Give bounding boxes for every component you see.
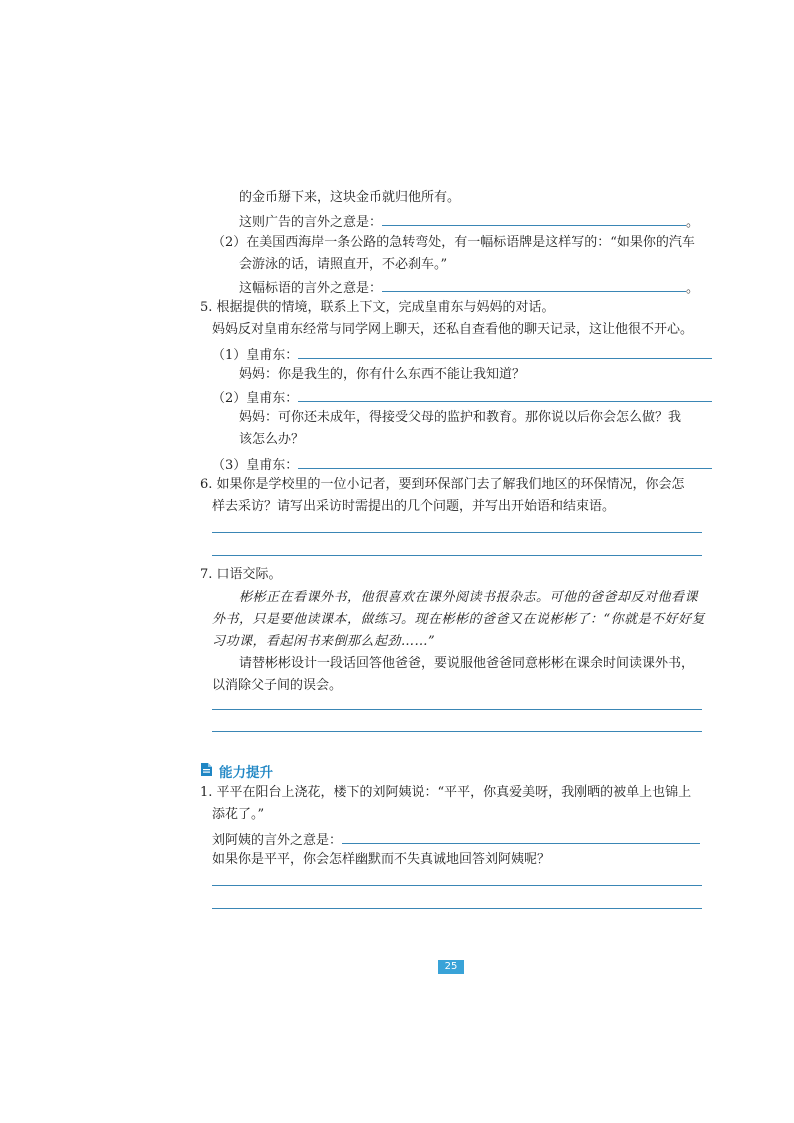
answer-line[interactable] [212,532,702,533]
prompt-label: 这则广告的言外之意是： [239,215,383,230]
punct: 。 [686,281,700,296]
text-line: 妈妈：你是我生的，你有什么东西不能让我知道？ [239,367,526,382]
text-line: 样去采访？请写出采访时需提出的几个问题，并写出开始语和结束语。 [212,499,616,514]
answer-line[interactable] [212,908,702,909]
text-line: （2）在美国西海岸一条公路的急转弯处，有一幅标语牌是这样写的：“如果你的汽车 [212,235,695,250]
answer-blank[interactable] [382,211,686,226]
question-title: 7. 口语交际。 [200,567,282,582]
text-line: 的金币掰下来，这块金币就归他所有。 [239,190,461,205]
prompt-label: 这幅标语的言外之意是： [239,281,383,296]
answer-blank[interactable] [298,454,712,469]
answer-blank[interactable] [382,277,686,292]
speaker-label: （1）皇甫东： [212,348,299,363]
punct: 。 [686,215,700,230]
dialogue-line [212,344,712,365]
question-line [212,829,700,850]
answer-line[interactable] [212,731,702,732]
question-line [239,211,699,232]
answer-line[interactable] [212,709,702,710]
text-line: 以消除父子间的误会。 [212,678,343,693]
answer-blank[interactable] [298,387,712,402]
text-line: 添花了。” [212,807,265,822]
text-line: 妈妈：可你还未成年，得接受父母的监护和教育。那你说以后你会怎么做？我 [239,410,682,425]
text-line: 外书，只是要他读课本，做练习。现在彬彬的爸爸又在说彬彬了：“你就是不好好复 [212,612,706,627]
question-title: 6. 如果你是学校里的一位小记者，要到环保部门去了解我们地区的环保情况，你会怎 [200,477,685,492]
answer-blank[interactable] [342,829,700,844]
answer-line[interactable] [212,885,702,886]
section-title: 能力提升 [219,765,273,781]
text-line: 会游泳的话，请照直开，不必刹车。” [239,257,448,272]
text-line: 该怎么办？ [239,432,305,447]
document-icon [200,762,213,781]
answer-blank[interactable] [298,344,712,359]
text-line: 如果你是平平，你会怎样幽默而不失真诚地回答刘阿姨呢？ [212,852,551,867]
question-title: 5. 根据提供的情境，联系上下文，完成皇甫东与妈妈的对话。 [200,300,555,315]
answer-line[interactable] [212,555,702,556]
dialogue-line [212,454,712,475]
speaker-label: （3）皇甫东： [212,458,299,473]
text-line: 彬彬正在看课外书，他很喜欢在课外阅读书报杂志。可他的爸爸却反对他看课 [239,590,699,605]
text-line: 妈妈反对皇甫东经常与同学网上聊天，还私自查看他的聊天记录，这让他很不开心。 [212,322,694,337]
text-line: 习功课，看起闲书来倒那么起劲……” [212,634,436,649]
question-line [239,277,699,298]
page-number: 25 [438,960,464,974]
question-title: 1. 平平在阳台上浇花，楼下的刘阿姨说：“平平，你真爱美呀，我刚晒的被单上也锦上 [200,785,692,800]
dialogue-line [212,387,712,408]
section-heading [200,761,273,781]
prompt-label: 刘阿姨的言外之意是： [212,833,343,848]
speaker-label: （2）皇甫东： [212,391,299,406]
text-line: 请替彬彬设计一段话回答他爸爸，要说服他爸爸同意彬彬在课余时间读课外书， [239,656,695,671]
